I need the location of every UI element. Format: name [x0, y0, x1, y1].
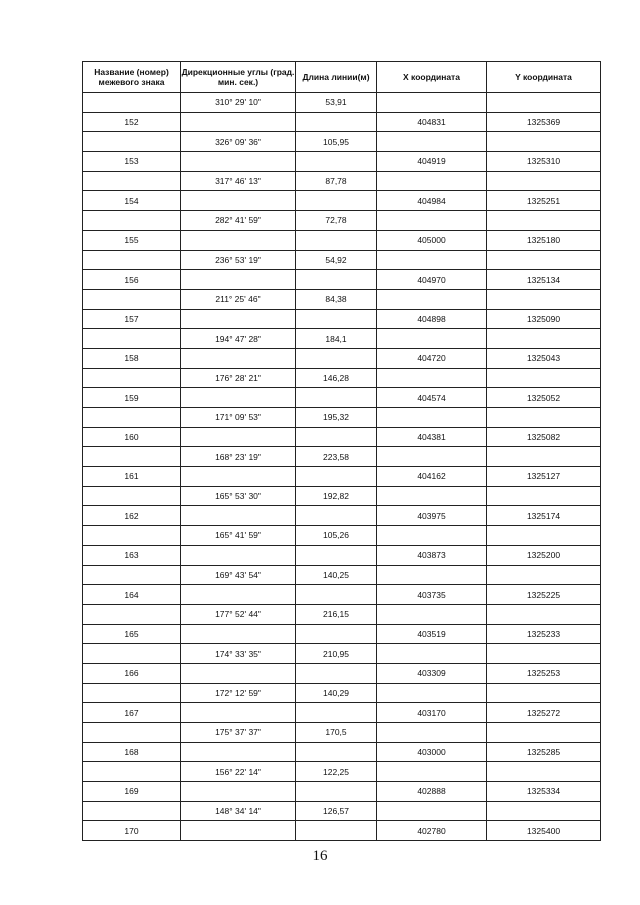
header-y-coordinate: Y координата [487, 62, 601, 93]
cell-x-coordinate: 403000 [377, 742, 487, 762]
header-marker-name: Название (номер) межевого знака [83, 62, 181, 93]
cell-marker-name [83, 132, 181, 152]
cell-bearing-angle: 168° 23' 19" [181, 447, 296, 467]
cell-y-coordinate: 1325225 [487, 585, 601, 605]
cell-y-coordinate: 1325134 [487, 270, 601, 290]
table-row [83, 604, 601, 624]
cell-x-coordinate: 402888 [377, 782, 487, 802]
cell-marker-name: 156 [83, 270, 181, 290]
cell-x-coordinate [377, 211, 487, 231]
table-header-row [83, 62, 601, 93]
boundary-coordinates-table [82, 61, 601, 841]
cell-x-coordinate [377, 447, 487, 467]
table-row [83, 624, 601, 644]
cell-marker-name [83, 565, 181, 585]
cell-x-coordinate [377, 604, 487, 624]
cell-bearing-angle: 194° 47' 28" [181, 329, 296, 349]
cell-x-coordinate [377, 329, 487, 349]
table-row [83, 329, 601, 349]
cell-x-coordinate [377, 408, 487, 428]
table-row [83, 545, 601, 565]
table-row [83, 683, 601, 703]
table-row [83, 526, 601, 546]
cell-marker-name [83, 604, 181, 624]
table-row [83, 270, 601, 290]
table-row [83, 368, 601, 388]
cell-line-length [296, 427, 377, 447]
cell-line-length [296, 506, 377, 526]
cell-marker-name: 164 [83, 585, 181, 605]
cell-y-coordinate: 1325334 [487, 782, 601, 802]
cell-line-length: 54,92 [296, 250, 377, 270]
cell-marker-name: 170 [83, 821, 181, 841]
cell-bearing-angle [181, 506, 296, 526]
cell-y-coordinate [487, 211, 601, 231]
cell-y-coordinate [487, 683, 601, 703]
cell-marker-name [83, 171, 181, 191]
cell-marker-name: 166 [83, 663, 181, 683]
cell-x-coordinate: 404984 [377, 191, 487, 211]
cell-marker-name [83, 93, 181, 113]
table-row [83, 250, 601, 270]
header-x-coordinate: X координата [377, 62, 487, 93]
cell-line-length: 122,25 [296, 762, 377, 782]
cell-line-length: 223,58 [296, 447, 377, 467]
header-bearing-angles: Дирекционные углы (град. мин. сек.) [181, 62, 296, 93]
cell-line-length: 140,25 [296, 565, 377, 585]
cell-x-coordinate [377, 526, 487, 546]
cell-marker-name: 158 [83, 348, 181, 368]
cell-y-coordinate [487, 486, 601, 506]
table-row [83, 782, 601, 802]
cell-x-coordinate: 403309 [377, 663, 487, 683]
cell-bearing-angle: 172° 12' 59" [181, 683, 296, 703]
cell-marker-name [83, 762, 181, 782]
table-row [83, 112, 601, 132]
cell-bearing-angle: 148° 34' 14" [181, 801, 296, 821]
cell-marker-name [83, 368, 181, 388]
cell-line-length: 126,57 [296, 801, 377, 821]
cell-y-coordinate: 1325052 [487, 388, 601, 408]
cell-line-length: 84,38 [296, 289, 377, 309]
table-row [83, 762, 601, 782]
cell-marker-name: 152 [83, 112, 181, 132]
cell-bearing-angle [181, 703, 296, 723]
cell-marker-name [83, 801, 181, 821]
cell-bearing-angle [181, 545, 296, 565]
cell-line-length [296, 348, 377, 368]
table-row [83, 742, 601, 762]
cell-x-coordinate [377, 644, 487, 664]
cell-bearing-angle: 174° 33' 35" [181, 644, 296, 664]
cell-line-length [296, 270, 377, 290]
cell-y-coordinate [487, 289, 601, 309]
cell-line-length [296, 191, 377, 211]
cell-bearing-angle [181, 388, 296, 408]
header-line-length: Длина линии(м) [296, 62, 377, 93]
cell-bearing-angle [181, 191, 296, 211]
cell-bearing-angle [181, 782, 296, 802]
cell-marker-name: 161 [83, 467, 181, 487]
cell-x-coordinate: 405000 [377, 230, 487, 250]
cell-x-coordinate: 404970 [377, 270, 487, 290]
cell-marker-name [83, 211, 181, 231]
cell-x-coordinate [377, 801, 487, 821]
cell-bearing-angle [181, 585, 296, 605]
table-row [83, 348, 601, 368]
cell-y-coordinate [487, 408, 601, 428]
table-row [83, 230, 601, 250]
cell-x-coordinate [377, 683, 487, 703]
table-body [83, 93, 601, 841]
table-row [83, 467, 601, 487]
cell-y-coordinate: 1325174 [487, 506, 601, 526]
table-row [83, 644, 601, 664]
cell-marker-name [83, 329, 181, 349]
cell-bearing-angle [181, 427, 296, 447]
cell-line-length: 87,78 [296, 171, 377, 191]
cell-bearing-angle [181, 230, 296, 250]
cell-bearing-angle: 236° 53' 19" [181, 250, 296, 270]
cell-line-length: 192,82 [296, 486, 377, 506]
table-row [83, 447, 601, 467]
cell-bearing-angle: 176° 28' 21" [181, 368, 296, 388]
table-row [83, 388, 601, 408]
cell-y-coordinate [487, 171, 601, 191]
table-row [83, 565, 601, 585]
cell-y-coordinate: 1325082 [487, 427, 601, 447]
cell-line-length: 140,29 [296, 683, 377, 703]
cell-line-length: 216,15 [296, 604, 377, 624]
cell-x-coordinate: 404898 [377, 309, 487, 329]
cell-x-coordinate [377, 171, 487, 191]
cell-x-coordinate: 403170 [377, 703, 487, 723]
cell-marker-name: 165 [83, 624, 181, 644]
cell-bearing-angle [181, 152, 296, 172]
cell-y-coordinate [487, 644, 601, 664]
cell-marker-name: 167 [83, 703, 181, 723]
cell-x-coordinate: 403975 [377, 506, 487, 526]
cell-line-length: 146,28 [296, 368, 377, 388]
cell-line-length: 72,78 [296, 211, 377, 231]
cell-y-coordinate: 1325200 [487, 545, 601, 565]
cell-marker-name [83, 683, 181, 703]
cell-x-coordinate: 402780 [377, 821, 487, 841]
cell-marker-name [83, 644, 181, 664]
table-row [83, 703, 601, 723]
cell-y-coordinate: 1325253 [487, 663, 601, 683]
cell-y-coordinate: 1325400 [487, 821, 601, 841]
table-row [83, 408, 601, 428]
cell-line-length: 195,32 [296, 408, 377, 428]
cell-marker-name [83, 526, 181, 546]
cell-bearing-angle [181, 112, 296, 132]
cell-bearing-angle [181, 348, 296, 368]
cell-bearing-angle: 211° 25' 46" [181, 289, 296, 309]
cell-y-coordinate: 1325369 [487, 112, 601, 132]
cell-bearing-angle: 165° 41' 59" [181, 526, 296, 546]
cell-bearing-angle: 310° 29' 10" [181, 93, 296, 113]
cell-y-coordinate [487, 604, 601, 624]
cell-bearing-angle [181, 270, 296, 290]
table-row [83, 191, 601, 211]
table-row [83, 289, 601, 309]
cell-line-length [296, 152, 377, 172]
cell-bearing-angle [181, 821, 296, 841]
cell-x-coordinate [377, 762, 487, 782]
cell-y-coordinate: 1325272 [487, 703, 601, 723]
cell-y-coordinate: 1325180 [487, 230, 601, 250]
page-number: 16 [312, 848, 328, 864]
cell-x-coordinate [377, 132, 487, 152]
cell-x-coordinate [377, 723, 487, 743]
cell-marker-name: 169 [83, 782, 181, 802]
cell-marker-name [83, 486, 181, 506]
cell-bearing-angle [181, 624, 296, 644]
cell-x-coordinate: 403519 [377, 624, 487, 644]
cell-marker-name [83, 289, 181, 309]
cell-line-length [296, 230, 377, 250]
cell-line-length: 105,95 [296, 132, 377, 152]
cell-bearing-angle: 171° 09' 53" [181, 408, 296, 428]
cell-bearing-angle [181, 742, 296, 762]
cell-x-coordinate [377, 250, 487, 270]
cell-y-coordinate: 1325251 [487, 191, 601, 211]
cell-marker-name [83, 723, 181, 743]
cell-line-length [296, 821, 377, 841]
cell-y-coordinate [487, 250, 601, 270]
table-row [83, 132, 601, 152]
cell-y-coordinate: 1325233 [487, 624, 601, 644]
table-row [83, 309, 601, 329]
table-row [83, 506, 601, 526]
cell-y-coordinate [487, 93, 601, 113]
cell-marker-name: 160 [83, 427, 181, 447]
cell-line-length [296, 467, 377, 487]
cell-y-coordinate: 1325310 [487, 152, 601, 172]
cell-y-coordinate [487, 368, 601, 388]
cell-bearing-angle: 165° 53' 30" [181, 486, 296, 506]
cell-y-coordinate [487, 723, 601, 743]
cell-bearing-angle: 326° 09' 36" [181, 132, 296, 152]
cell-marker-name: 155 [83, 230, 181, 250]
cell-x-coordinate: 404162 [377, 467, 487, 487]
cell-x-coordinate: 404919 [377, 152, 487, 172]
cell-y-coordinate [487, 801, 601, 821]
cell-marker-name: 168 [83, 742, 181, 762]
table-row [83, 427, 601, 447]
cell-bearing-angle: 169° 43' 54" [181, 565, 296, 585]
cell-line-length [296, 545, 377, 565]
cell-marker-name: 162 [83, 506, 181, 526]
cell-marker-name: 163 [83, 545, 181, 565]
cell-line-length [296, 388, 377, 408]
cell-y-coordinate: 1325043 [487, 348, 601, 368]
cell-line-length [296, 112, 377, 132]
cell-x-coordinate: 403873 [377, 545, 487, 565]
cell-y-coordinate [487, 132, 601, 152]
cell-x-coordinate: 404720 [377, 348, 487, 368]
cell-line-length [296, 309, 377, 329]
cell-bearing-angle [181, 663, 296, 683]
cell-line-length: 105,26 [296, 526, 377, 546]
cell-line-length: 53,91 [296, 93, 377, 113]
cell-line-length [296, 782, 377, 802]
table-row [83, 93, 601, 113]
cell-marker-name: 157 [83, 309, 181, 329]
table-row [83, 801, 601, 821]
cell-bearing-angle: 156° 22' 14" [181, 762, 296, 782]
cell-marker-name [83, 250, 181, 270]
cell-bearing-angle [181, 309, 296, 329]
cell-marker-name: 159 [83, 388, 181, 408]
cell-y-coordinate: 1325127 [487, 467, 601, 487]
cell-bearing-angle: 282° 41' 59" [181, 211, 296, 231]
cell-y-coordinate [487, 526, 601, 546]
cell-x-coordinate: 404574 [377, 388, 487, 408]
cell-x-coordinate: 403735 [377, 585, 487, 605]
cell-x-coordinate: 404831 [377, 112, 487, 132]
table-row [83, 171, 601, 191]
cell-marker-name [83, 408, 181, 428]
cell-x-coordinate [377, 289, 487, 309]
cell-bearing-angle: 177° 52' 44" [181, 604, 296, 624]
cell-line-length [296, 703, 377, 723]
cell-marker-name: 153 [83, 152, 181, 172]
cell-x-coordinate [377, 486, 487, 506]
table-row [83, 723, 601, 743]
table-row [83, 211, 601, 231]
table-row [83, 486, 601, 506]
cell-y-coordinate [487, 762, 601, 782]
cell-line-length [296, 624, 377, 644]
cell-line-length: 184,1 [296, 329, 377, 349]
cell-x-coordinate [377, 93, 487, 113]
table-row [83, 152, 601, 172]
cell-x-coordinate [377, 565, 487, 585]
cell-x-coordinate [377, 368, 487, 388]
cell-y-coordinate [487, 447, 601, 467]
cell-y-coordinate [487, 329, 601, 349]
cell-line-length [296, 585, 377, 605]
cell-line-length: 210,95 [296, 644, 377, 664]
cell-line-length [296, 742, 377, 762]
cell-line-length [296, 663, 377, 683]
cell-marker-name [83, 447, 181, 467]
cell-bearing-angle [181, 467, 296, 487]
cell-y-coordinate: 1325090 [487, 309, 601, 329]
cell-bearing-angle: 317° 46' 13" [181, 171, 296, 191]
table-row [83, 663, 601, 683]
cell-bearing-angle: 175° 37' 37" [181, 723, 296, 743]
cell-line-length: 170,5 [296, 723, 377, 743]
cell-x-coordinate: 404381 [377, 427, 487, 447]
table-row [83, 585, 601, 605]
table-row [83, 821, 601, 841]
cell-marker-name: 154 [83, 191, 181, 211]
cell-y-coordinate: 1325285 [487, 742, 601, 762]
cell-y-coordinate [487, 565, 601, 585]
